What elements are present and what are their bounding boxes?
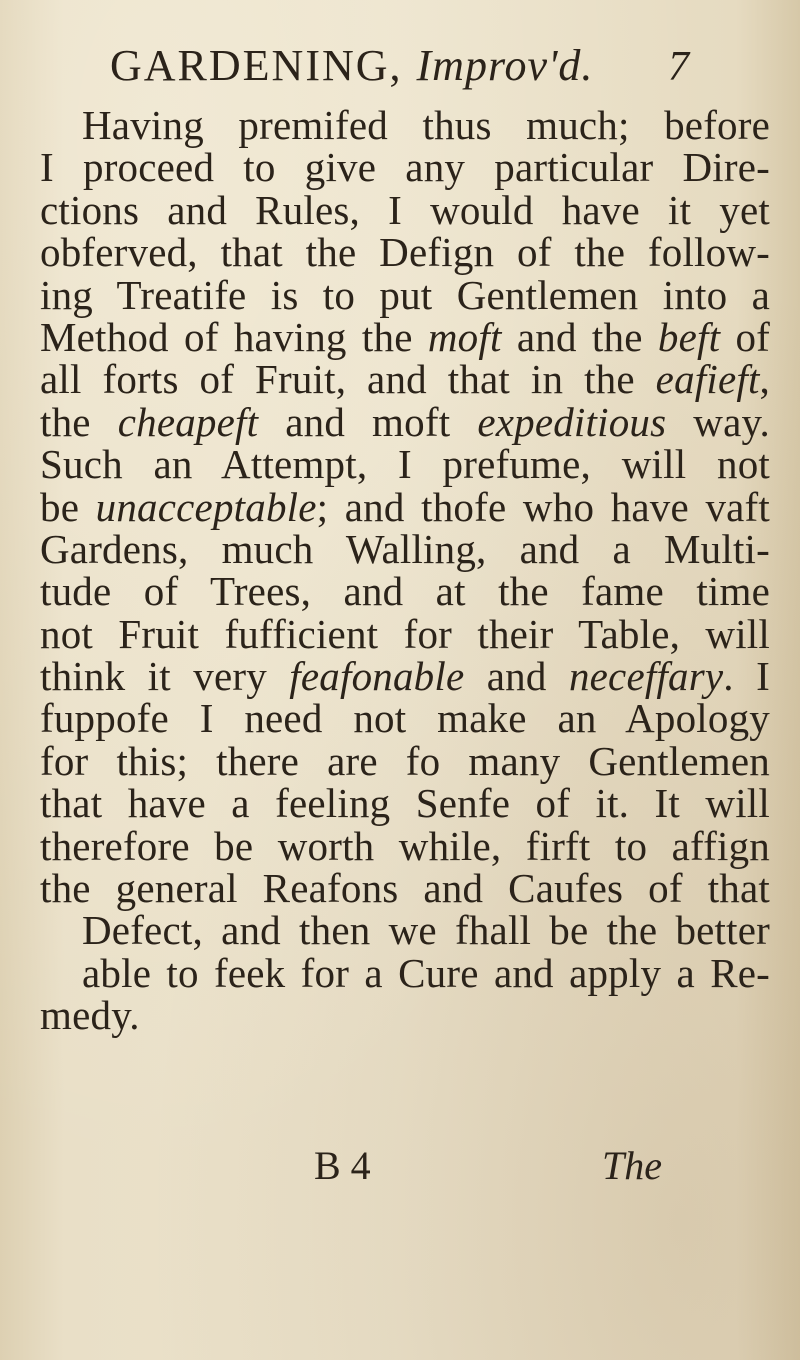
text-line: able to feek for a Cure and apply a Re- <box>82 949 770 996</box>
body-text <box>40 104 770 1037</box>
text-line: ctions and Rules, I would have it yet <box>40 186 770 233</box>
page-footer <box>40 1142 770 1192</box>
running-title <box>110 40 593 91</box>
text-line: I proceed to give any particular Dire- <box>40 144 770 191</box>
text-line: Method of having the moft and the beft of <box>40 313 770 360</box>
catchword: The <box>602 1143 662 1188</box>
running-title-caps: GARDENING, <box>110 41 403 90</box>
text-line: obferved, that the Defign of the follow- <box>40 229 770 276</box>
text-line: the cheapeft and moft expeditious way. <box>40 398 770 445</box>
running-head <box>110 40 690 102</box>
text-line: for this; there are fo many Gentlemen <box>40 737 770 784</box>
text-line: therefore be worth while, firft to affign <box>40 822 770 869</box>
text-line: Gardens, much Walling, and a Multi- <box>40 525 770 572</box>
text-line: that have a feeling Senfe of it. It will <box>40 780 770 827</box>
text-line: not Fruit fufficient for their Table, will <box>40 610 770 657</box>
running-title-italic: Improv'd. <box>416 41 594 90</box>
text-line: ing Treatife is to put Gentlemen into a <box>40 271 770 318</box>
text-line: the general Reafons and Caufes of that <box>40 865 770 912</box>
text-line: medy. <box>40 992 140 1039</box>
text-line: think it very feafonable and neceffary. I <box>40 653 770 700</box>
text-line: fuppofe I need not make an Apology <box>40 695 770 742</box>
text-line: all forts of Fruit, and that in the eafieft, <box>40 356 770 403</box>
signature-mark: B 4 <box>314 1143 371 1188</box>
text-line: tude of Trees, and at the fame time <box>40 568 770 615</box>
page-number: 7 <box>668 44 690 90</box>
text-line: be unacceptable; and thofe who have vaft <box>40 483 770 530</box>
text-line: Defect, and then we fhall be the better <box>82 907 770 954</box>
text-line: Such an Attempt, I prefume, will not <box>40 441 770 488</box>
text-line: Having premifed thus much; before <box>82 102 770 148</box>
